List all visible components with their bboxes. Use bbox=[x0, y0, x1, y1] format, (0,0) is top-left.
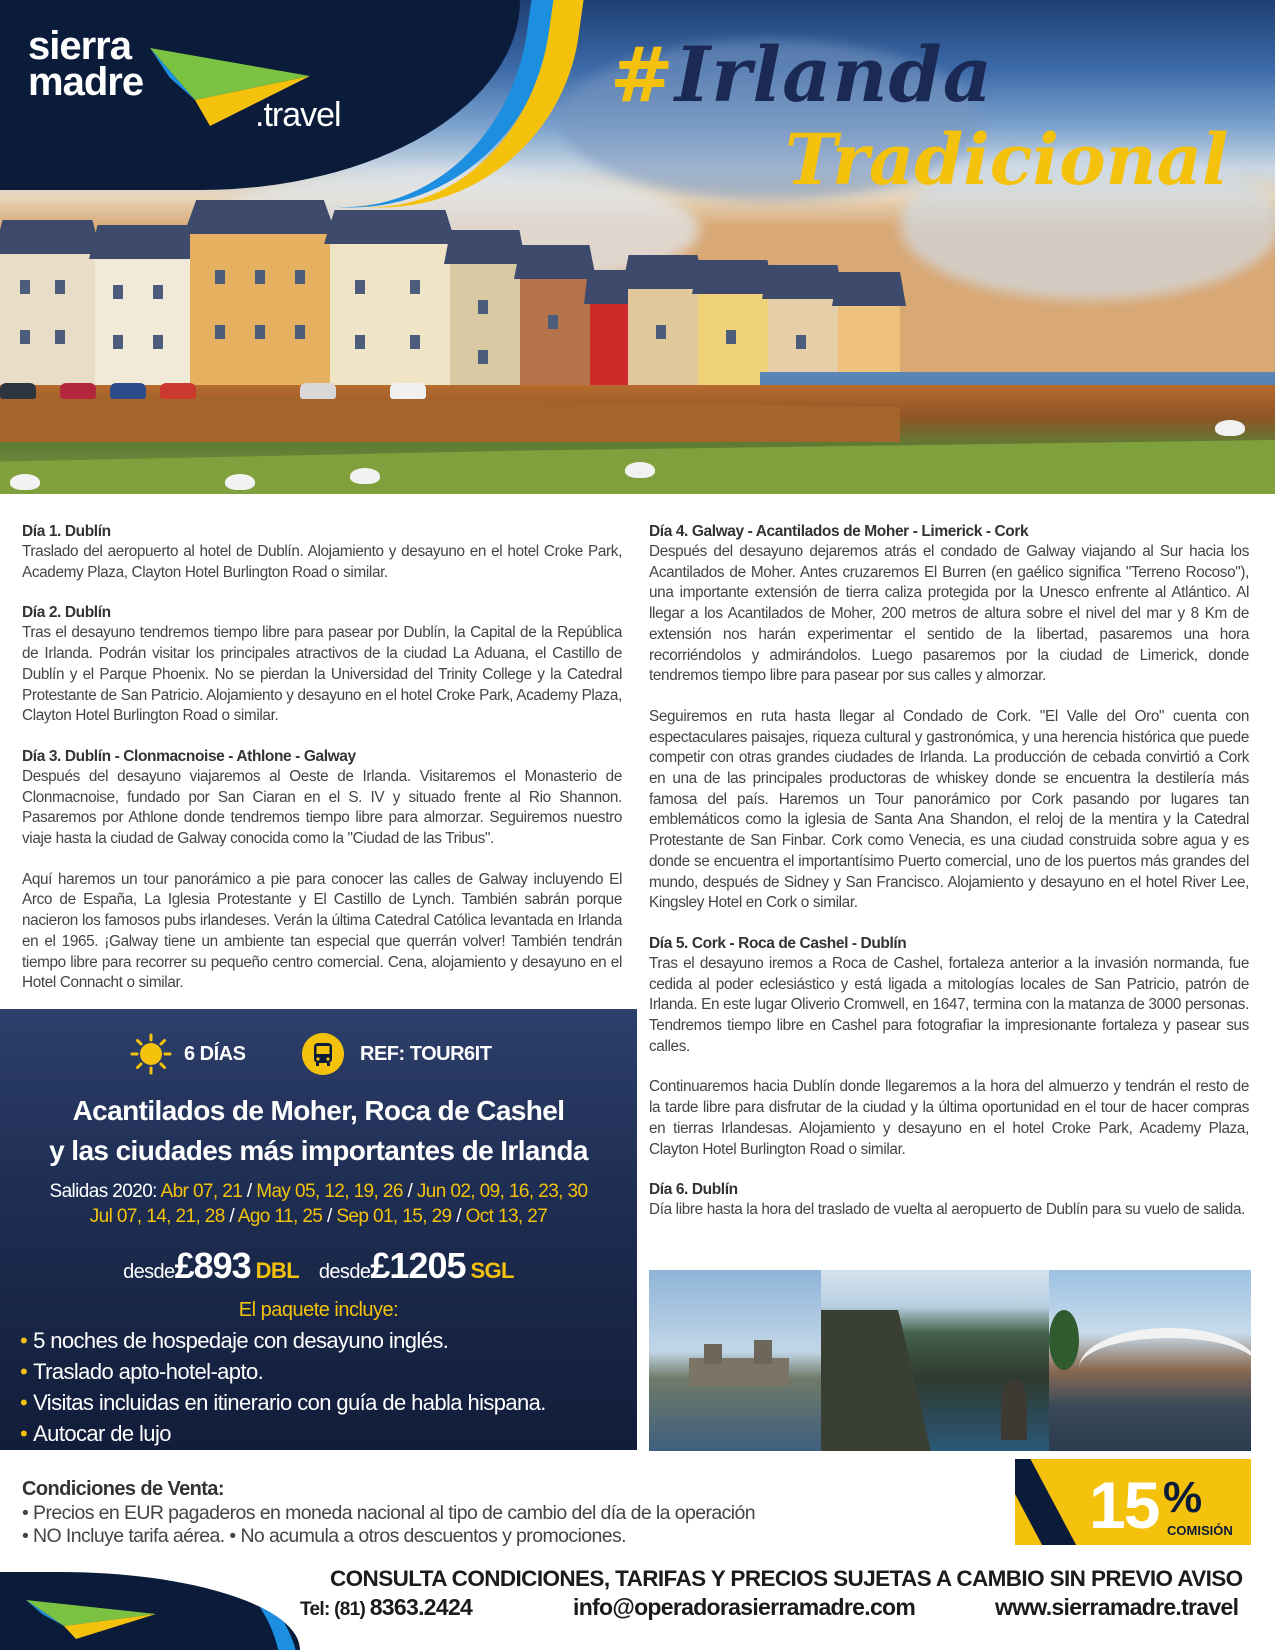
commission-label: COMISIÓN bbox=[1167, 1523, 1233, 1538]
car bbox=[0, 383, 36, 399]
package-box bbox=[0, 1009, 637, 1450]
house bbox=[330, 240, 450, 400]
footer-logo-panel bbox=[0, 1572, 300, 1650]
day-text: Tras el desayuno iremos a Roca de Cashel, fortaleza anterior a la invasión normanda, fue cedida al poder eclesiástico y está ligada a mitologías locales de San Patricio, patrón de Irlanda. En este lugar Oliverio Cromwell, en 1647, termina con la matanza de 3000 personas. Tendremos tiempo libre en Cashel para fotografiar la impresionante fortaleza y pasear sus calles. bbox=[649, 954, 1249, 1055]
day-title: Día 1. Dublín bbox=[22, 523, 111, 540]
itinerary-left bbox=[22, 522, 622, 1014]
price-sgl: £1205 bbox=[370, 1245, 466, 1286]
list-item: • 5 noches de hospedaje con desayuno inglés. bbox=[20, 1325, 546, 1356]
day-block bbox=[649, 1180, 1249, 1221]
logo-travel: .travel bbox=[255, 96, 341, 134]
car bbox=[390, 383, 426, 399]
logo-arrow-icon bbox=[26, 1594, 156, 1640]
car bbox=[160, 383, 196, 399]
day-text: Continuaremos hacia Dublín donde llegaremos a la hora del almuerzo y tendrán el resto de la tarde libre para disfrutar de la ciudad y la última oportunidad en el tour de hacer compras en tierras Irlandesas. Alojamiento y desayuno en el hotel Croke Park, Academy Plaza, Clayton Hotel Burlington Road o similar. bbox=[649, 1078, 1249, 1158]
car bbox=[300, 383, 336, 399]
commission-value: 15 bbox=[1089, 1468, 1159, 1542]
price-row: desde£893 DBL desde£1205 SGL bbox=[123, 1245, 514, 1286]
page-title: #Irlanda bbox=[610, 30, 994, 119]
package-meta bbox=[0, 1031, 637, 1077]
seagull-icon bbox=[225, 474, 255, 490]
day-text: Día libre hasta la hora del traslado de vuelta al aeropuerto de Dublín para su vuelo de salida. bbox=[649, 1201, 1246, 1219]
bus-icon bbox=[302, 1033, 344, 1075]
list-item: • Visitas incluidas en itinerario con guía de habla hispana. bbox=[20, 1387, 546, 1418]
reference-code: REF: TOUR6IT bbox=[360, 1043, 492, 1065]
sun-icon bbox=[130, 1033, 172, 1075]
conditions-title: Condiciones de Venta: bbox=[22, 1478, 224, 1500]
day-block bbox=[22, 522, 622, 583]
sale-conditions bbox=[22, 1478, 922, 1548]
day-text: Aquí haremos un tour panorámico a pie para conocer las calles de Galway incluyendo El Arco de España, La Iglesia Protestante y El Castillo de Lynch. También sabrán porque nacieron los famosos pubs irlandeses. Verán la última Catedral Católica levantada en Irlanda en el 1965. ¡Galway tiene un ambiente tan especial que querrán volver! También tendrán tiempo libre para recorrer su pequeño centro comercial. Cena, alojamiento y desayuno en el Hotel Connacht o similar. bbox=[22, 870, 622, 992]
seagull-icon bbox=[625, 462, 655, 478]
day-title: Día 6. Dublín bbox=[649, 1181, 738, 1199]
car bbox=[110, 383, 146, 399]
day-text: Seguiremos en ruta hasta llegar al Condado de Cork. "El Valle del Oro" cuenta con espectaculares paisajes, riqueza cultural y gastronómica, y una herencia histórica que puede competir con otras grandes ciudades de Irlanda. La producción de cebada convirtió a Cork en una de las principales productoras de whiskey donde se encuentra la destilería más famosa del país. Haremos un Tour panorámico por Cork pasando por lugares tan emblemáticos como la iglesia de Santa Ana Shandon, el reloj de la mentira y la Catedral Protestante de San Finbar. Cork como Venecia, es una ciudad construida sobre agua y es donde se encuentra el importantísimo Puerto comercial, uno de los puertos más grandes del mundo, después de Sidney y San Francisco. Alojamiento y desayuno en el hotel River Lee, Kingsley Hotel en Cork o similar. bbox=[649, 707, 1249, 912]
house bbox=[698, 290, 768, 400]
day-title: Día 3. Dublín - Clonmacnoise - Athlone - Galway bbox=[22, 747, 356, 765]
page-subtitle: Tradicional bbox=[785, 118, 1229, 201]
package-title: Acantilados de Moher, Roca de Cashel y las ciudades más importantes de Irlanda bbox=[49, 1095, 588, 1166]
photo-strip bbox=[649, 1270, 1251, 1451]
house bbox=[520, 275, 590, 400]
car bbox=[60, 383, 96, 399]
condition-line: • NO Incluye tarifa aérea. • No acumula a otros descuentos y promociones. bbox=[22, 1525, 626, 1547]
day-title: Día 2. Dublín bbox=[22, 604, 111, 622]
house bbox=[95, 255, 190, 400]
duration-label: 6 DÍAS bbox=[184, 1043, 246, 1065]
day-block bbox=[22, 747, 622, 994]
seagull-icon bbox=[350, 468, 380, 484]
condition-line: • Precios en EUR pagaderos en moneda nacional al tipo de cambio del día de la operación bbox=[22, 1502, 755, 1524]
day-text: Después del desayuno dejaremos atrás el condado de Galway viajando al Sur hacia los Acantilados de Moher. Antes cruzaremos El Burren (en gaélico significa "Terreno Rocoso"), una importante extensión de tierra caliza protegida por la Unesco enfrente al Atlántico. Al llegar a los Acantilados de Moher, 200 metros de altura sobre el nivel del mar y 8 Km de extensión nos harán experimentar el sentido de la libertad, pasaremos una hora recorriéndolos y admirándolos. Luego pasaremos por la ciudad de Limerick, donde tendremos tiempo libre para pasear por sus calles y almorzar. bbox=[649, 543, 1249, 685]
house bbox=[0, 250, 95, 400]
day-text: Tras el desayuno tendremos tiempo libre para pasear por Dublín, la Capital de la República de Irlanda. Podrán visitar los principales atractivos de la ciudad La Aduana, el Castillo de Dublín y el Parque Phoenix. No se pierdan la Universidad del Trinity College y la Catedral Protestante de San Patricio. Alojamiento y desayuno en el hotel Croke Park, Academy Plaza, Clayton Hotel Burlington Road o similar. bbox=[22, 624, 622, 725]
cliffs-photo bbox=[821, 1270, 1051, 1451]
day-block bbox=[649, 522, 1249, 914]
bridge-photo bbox=[1049, 1270, 1251, 1451]
hero-banner bbox=[0, 0, 1275, 494]
house bbox=[628, 285, 698, 400]
footer-phone: Tel: (81) 8363.2424 bbox=[300, 1594, 473, 1620]
list-item: • Traslado apto-hotel-apto. bbox=[20, 1356, 546, 1387]
commission-badge bbox=[1015, 1459, 1251, 1545]
price-dbl: £893 bbox=[174, 1245, 251, 1286]
footer-notice: CONSULTA CONDICIONES, TARIFAS Y PRECIOS SUJETAS A CAMBIO SIN PREVIO AVISO bbox=[330, 1566, 1243, 1591]
castle-photo bbox=[649, 1270, 829, 1451]
percent-symbol: % bbox=[1163, 1473, 1203, 1522]
house bbox=[190, 230, 330, 400]
day-block bbox=[22, 603, 622, 727]
seagull-icon bbox=[10, 474, 40, 490]
includes-list bbox=[20, 1325, 546, 1449]
logo-wordmark: sierra madre bbox=[28, 24, 144, 104]
footer-website[interactable]: www.sierramadre.travel bbox=[995, 1594, 1239, 1620]
list-item: • Autocar de lujo bbox=[20, 1418, 546, 1449]
includes-title: El paquete incluye: bbox=[238, 1299, 399, 1321]
departure-dates: Salidas 2020: Abr 07, 21 / May 05, 12, 19, 26 / Jun 02, 09, 16, 23, 30 Jul 07, 14, 21, 28 / Ago 11, 25 / Sep 01, 15, 29 / Oct 13, 27 bbox=[49, 1181, 588, 1227]
itinerary-right bbox=[649, 522, 1249, 1241]
day-text: Después del desayuno viajaremos al Oeste de Irlanda. Visitaremos el Monasterio de Clonmacnoise, fundado por San Ciaran en el S. IV y situado frente al Rio Shannon. Pasaremos por Athlone donde tendremos tiempo libre para almorzar. Seguiremos nuestro viaje hasta la ciudad de Galway conocida como la "Ciudad de las Tribus". bbox=[22, 767, 622, 848]
day-title: Día 4. Galway - Acantilados de Moher - Limerick - Cork bbox=[649, 523, 1029, 540]
house bbox=[450, 260, 520, 400]
day-block bbox=[649, 934, 1249, 1160]
seagull-icon bbox=[1215, 420, 1245, 436]
day-text: Traslado del aeropuerto al hotel de Dublín. Alojamiento y desayuno en el hotel Croke Park, Academy Plaza, Clayton Hotel Burlington Road o similar. bbox=[22, 543, 622, 581]
day-title: Día 5. Cork - Roca de Cashel - Dublín bbox=[649, 934, 907, 952]
footer-email[interactable]: info@operadorasierramadre.com bbox=[573, 1594, 916, 1620]
